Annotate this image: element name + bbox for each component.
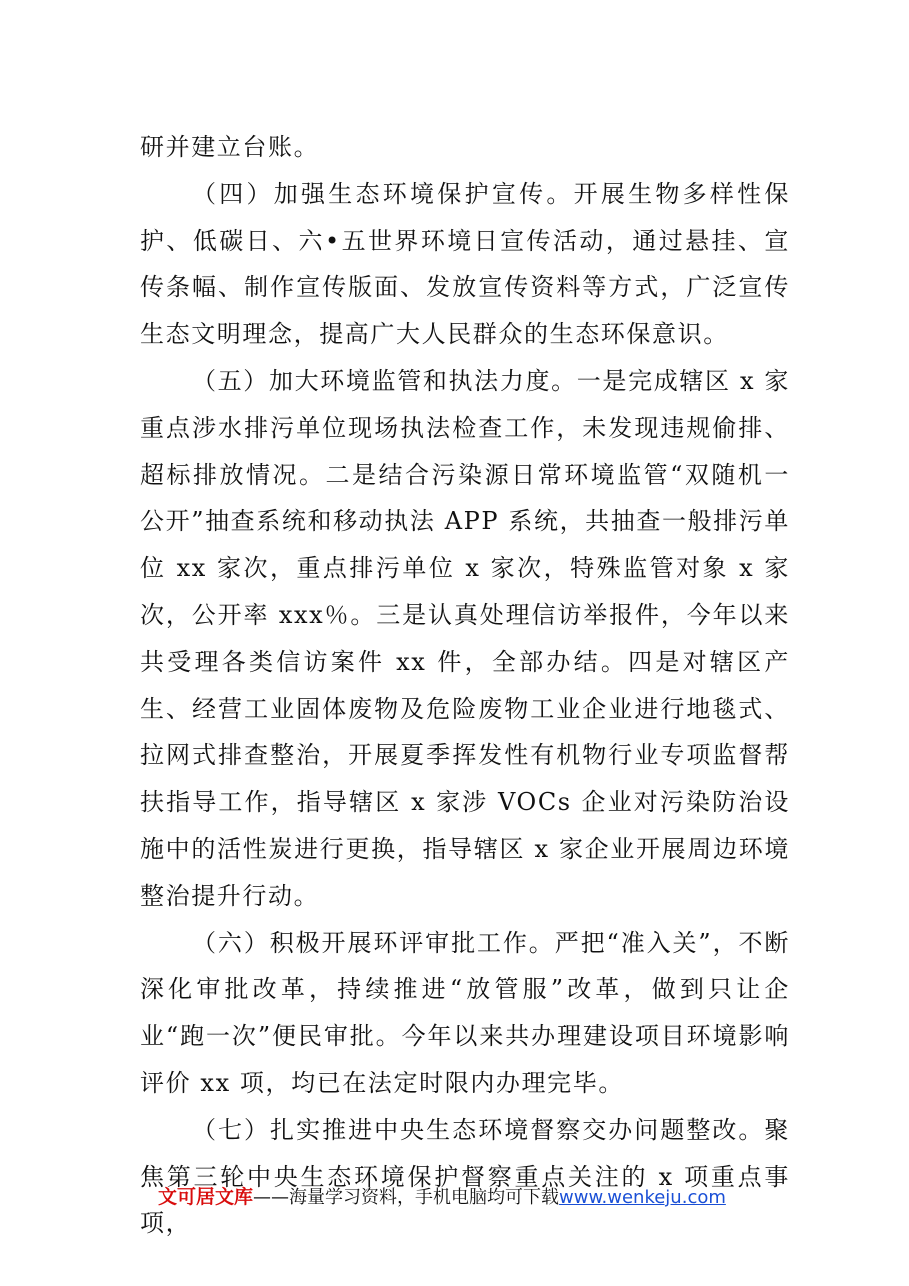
document-body: [140, 124, 790, 1247]
paragraph-section-5: （五）加大环境监管和执法力度。一是完成辖区 x 家重点涉水排污单位现场执法检查工作，未发现违规偷排、超标排放情况。二是结合污染源日常环境监管“双随机一公开”抽查系统和移动执法 APP 系统，共抽查一般排污单位 xx 家次，重点排污单位 x 家次，特殊监管对象 x 家次，公开率 xxx％。三是认真处理信访举报件，今年以来共受理各类信访案件 xx 件，全部办结。四是对辖区产生、经营工业固体废物及危险废物工业企业进行地毯式、拉网式排查整治，开展夏季挥发性有机物行业专项监督帮扶指导工作，指导辖区 x 家涉 VOCs 企业对污染防治设施中的活性炭进行更换，指导辖区 x 家企业开展周边环境整治提升行动。: [140, 366, 790, 910]
footer-slogan: ——海量学习资料，手机电脑均可下载: [253, 1187, 560, 1208]
paragraph-section-4: （四）加强生态环境保护宣传。开展生物多样性保护、低碳日、六•五世界环境日宣传活动，通过悬挂、宣传条幅、制作宣传版面、发放宣传资料等方式，广泛宣传生态文明理念，提高广大人民群众的生态环保意识。: [140, 179, 790, 349]
paragraph-section-6: （六）积极开展环评审批工作。严把“准入关”，不断深化审批改革，持续推进“放管服”改革，做到只让企业“跑一次”便民审批。今年以来共办理建设项目环境影响评价 xx 项，均已在法定时限内办理完毕。: [140, 928, 790, 1097]
paragraph-continuation: 研并建立台账。: [140, 133, 320, 161]
footer-brand: 文可居文库: [158, 1186, 254, 1208]
paragraph-section-7: （七）扎实推进中央生态环境督察交办问题整改。聚焦第三轮中央生态环境保护督察重点关注的 x 项重点事项，: [140, 1115, 790, 1238]
footer-website-link[interactable]: www.wenkeju.com: [559, 1187, 726, 1208]
footer-banner: [158, 1184, 798, 1211]
